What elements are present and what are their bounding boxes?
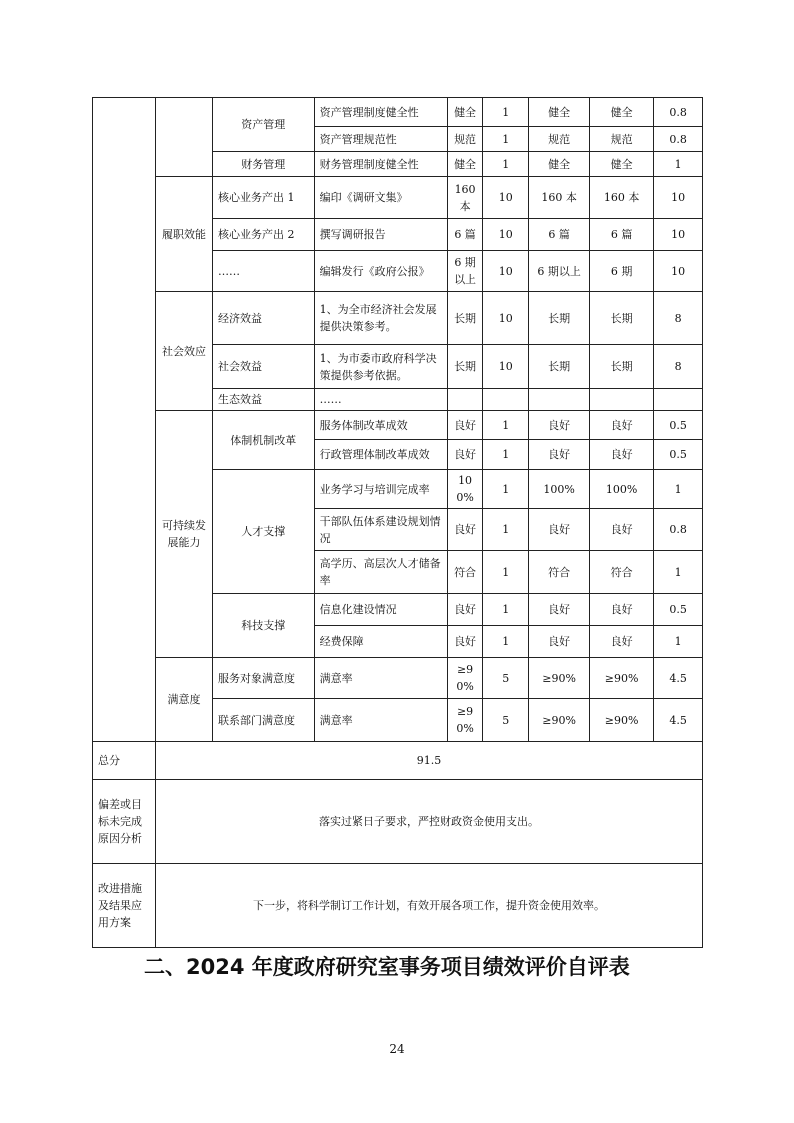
actual-cell: 良好 [590,440,654,470]
score-cell: 1 [654,551,703,594]
level3-ellipsis: …… [212,251,314,292]
weight-cell: 1 [483,551,529,594]
weight-cell: 10 [483,219,529,251]
weight-cell: 1 [483,411,529,440]
actual-cell: 健全 [590,98,654,127]
target-cell [447,389,483,411]
table-row [93,292,703,345]
level3-lianxi: 联系部门满意度 [212,699,314,742]
target-cell: 良好 [447,594,483,626]
target-cell: 良好 [447,626,483,658]
indicator-cell: 编印《调研文集》 [314,177,447,219]
weight-cell: 10 [483,177,529,219]
page-number: 24 [389,1042,405,1056]
table-row [93,411,703,440]
indicator-cell: 服务体制改革成效 [314,411,447,440]
improvement-text: 下一步，将科学制订工作计划，有效开展各项工作，提升资金使用效率。 [156,864,703,948]
actual-cell: 良好 [590,626,654,658]
target-cell: 良好 [447,411,483,440]
expected-cell: 长期 [529,292,590,345]
score-cell: 1 [654,626,703,658]
expected-cell: 100% [529,470,590,509]
target-cell: 160本 [447,177,483,219]
score-cell: 0.8 [654,98,703,127]
target-cell: ≥90% [447,699,483,742]
score-cell: 0.8 [654,127,703,152]
indicator-cell: 满意率 [314,658,447,699]
target-cell: 符合 [447,551,483,594]
target-cell: 长期 [447,345,483,389]
indicator-cell: 编辑发行《政府公报》 [314,251,447,292]
score-cell: 0.5 [654,411,703,440]
table-row [93,177,703,219]
expected-cell [529,389,590,411]
score-cell: 10 [654,177,703,219]
target-cell: 良好 [447,509,483,551]
score-cell: 10 [654,251,703,292]
deviation-row [93,780,703,864]
actual-cell: 6 期 [590,251,654,292]
indicator-cell: …… [314,389,447,411]
actual-cell: 规范 [590,127,654,152]
target-cell: 6 期以上 [447,251,483,292]
indicator-cell: 1、为全市经济社会发展提供决策参考。 [314,292,447,345]
level3-fuwu: 服务对象满意度 [212,658,314,699]
expected-cell: 健全 [529,98,590,127]
level3-zichan: 资产管理 [212,98,314,152]
level3-rencai: 人才支撑 [212,470,314,594]
target-cell: ≥90% [447,658,483,699]
actual-cell: 100% [590,470,654,509]
weight-cell [483,389,529,411]
level3-hexin2: 核心业务产出 2 [212,219,314,251]
target-cell: 健全 [447,98,483,127]
target-cell: 健全 [447,152,483,177]
actual-cell: 6 篇 [590,219,654,251]
indicator-cell: 干部队伍体系建设规划情况 [314,509,447,551]
actual-cell: 良好 [590,594,654,626]
expected-cell: 长期 [529,345,590,389]
expected-cell: 良好 [529,509,590,551]
level3-caiwu: 财务管理 [212,152,314,177]
target-cell: 长期 [447,292,483,345]
weight-cell: 10 [483,292,529,345]
expected-cell: ≥90% [529,658,590,699]
actual-cell: 160 本 [590,177,654,219]
actual-cell: 良好 [590,509,654,551]
indicator-cell: 资产管理制度健全性 [314,98,447,127]
weight-cell: 1 [483,440,529,470]
total-row [93,742,703,780]
improvement-label: 改进措施及结果应用方案 [93,864,156,948]
expected-cell: 良好 [529,411,590,440]
deviation-label: 偏差或目标未完成原因分析 [93,780,156,864]
performance-table [92,97,703,948]
target-cell: 规范 [447,127,483,152]
indicator-cell: 行政管理体制改革成效 [314,440,447,470]
actual-cell: 健全 [590,152,654,177]
indicator-cell: 经费保障 [314,626,447,658]
level3-hexin1: 核心业务产出 1 [212,177,314,219]
target-cell: 100% [447,470,483,509]
actual-cell [590,389,654,411]
target-cell: 6 篇 [447,219,483,251]
indicator-cell: 业务学习与培训完成率 [314,470,447,509]
actual-cell: 良好 [590,411,654,440]
weight-cell: 1 [483,509,529,551]
indicator-cell: 财务管理制度健全性 [314,152,447,177]
score-cell: 1 [654,470,703,509]
expected-cell: 符合 [529,551,590,594]
level2-shehui: 社会效应 [156,292,213,411]
total-label: 总分 [93,742,156,780]
score-cell: 10 [654,219,703,251]
deviation-text: 落实过紧日子要求，严控财政资金使用支出。 [156,780,703,864]
expected-cell: 6 篇 [529,219,590,251]
actual-cell: 长期 [590,345,654,389]
indicator-cell: 信息化建设情况 [314,594,447,626]
weight-cell: 1 [483,470,529,509]
section-heading: 二、2024 年度政府研究室事务项目绩效评价自评表 [144,955,630,979]
score-cell: 0.5 [654,440,703,470]
expected-cell: ≥90% [529,699,590,742]
expected-cell: 6 期以上 [529,251,590,292]
weight-cell: 5 [483,699,529,742]
score-cell: 0.5 [654,594,703,626]
level3-shehuixy: 社会效益 [212,345,314,389]
actual-cell: 符合 [590,551,654,594]
expected-cell: 规范 [529,127,590,152]
indicator-cell: 高学历、高层次人才储备率 [314,551,447,594]
level3-keji: 科技支撑 [212,594,314,658]
score-cell [654,389,703,411]
total-value: 91.5 [156,742,703,780]
score-cell: 8 [654,345,703,389]
weight-cell: 1 [483,127,529,152]
weight-cell: 1 [483,152,529,177]
weight-cell: 1 [483,594,529,626]
score-cell: 0.8 [654,509,703,551]
level2-cell-empty [156,98,213,177]
indicator-cell: 资产管理规范性 [314,127,447,152]
score-cell: 4.5 [654,658,703,699]
level2-manyi: 满意度 [156,658,213,742]
weight-cell: 1 [483,98,529,127]
weight-cell: 10 [483,251,529,292]
level3-jingji: 经济效益 [212,292,314,345]
expected-cell: 健全 [529,152,590,177]
actual-cell: 长期 [590,292,654,345]
score-cell: 1 [654,152,703,177]
table-row [93,658,703,699]
expected-cell: 良好 [529,440,590,470]
level1-cell-empty [93,98,156,742]
weight-cell: 5 [483,658,529,699]
expected-cell: 160 本 [529,177,590,219]
level3-shengtai: 生态效益 [212,389,314,411]
expected-cell: 良好 [529,626,590,658]
indicator-cell: 1、为市委市政府科学决策提供参考依据。 [314,345,447,389]
score-cell: 8 [654,292,703,345]
score-cell: 4.5 [654,699,703,742]
target-cell: 良好 [447,440,483,470]
actual-cell: ≥90% [590,658,654,699]
improvement-row [93,864,703,948]
level2-kechixu: 可持续发展能力 [156,411,213,658]
weight-cell: 10 [483,345,529,389]
weight-cell: 1 [483,626,529,658]
level2-lvzhi: 履职效能 [156,177,213,292]
indicator-cell: 撰写调研报告 [314,219,447,251]
actual-cell: ≥90% [590,699,654,742]
level3-tizhi: 体制机制改革 [212,411,314,470]
indicator-cell: 满意率 [314,699,447,742]
expected-cell: 良好 [529,594,590,626]
table-row [93,98,703,127]
